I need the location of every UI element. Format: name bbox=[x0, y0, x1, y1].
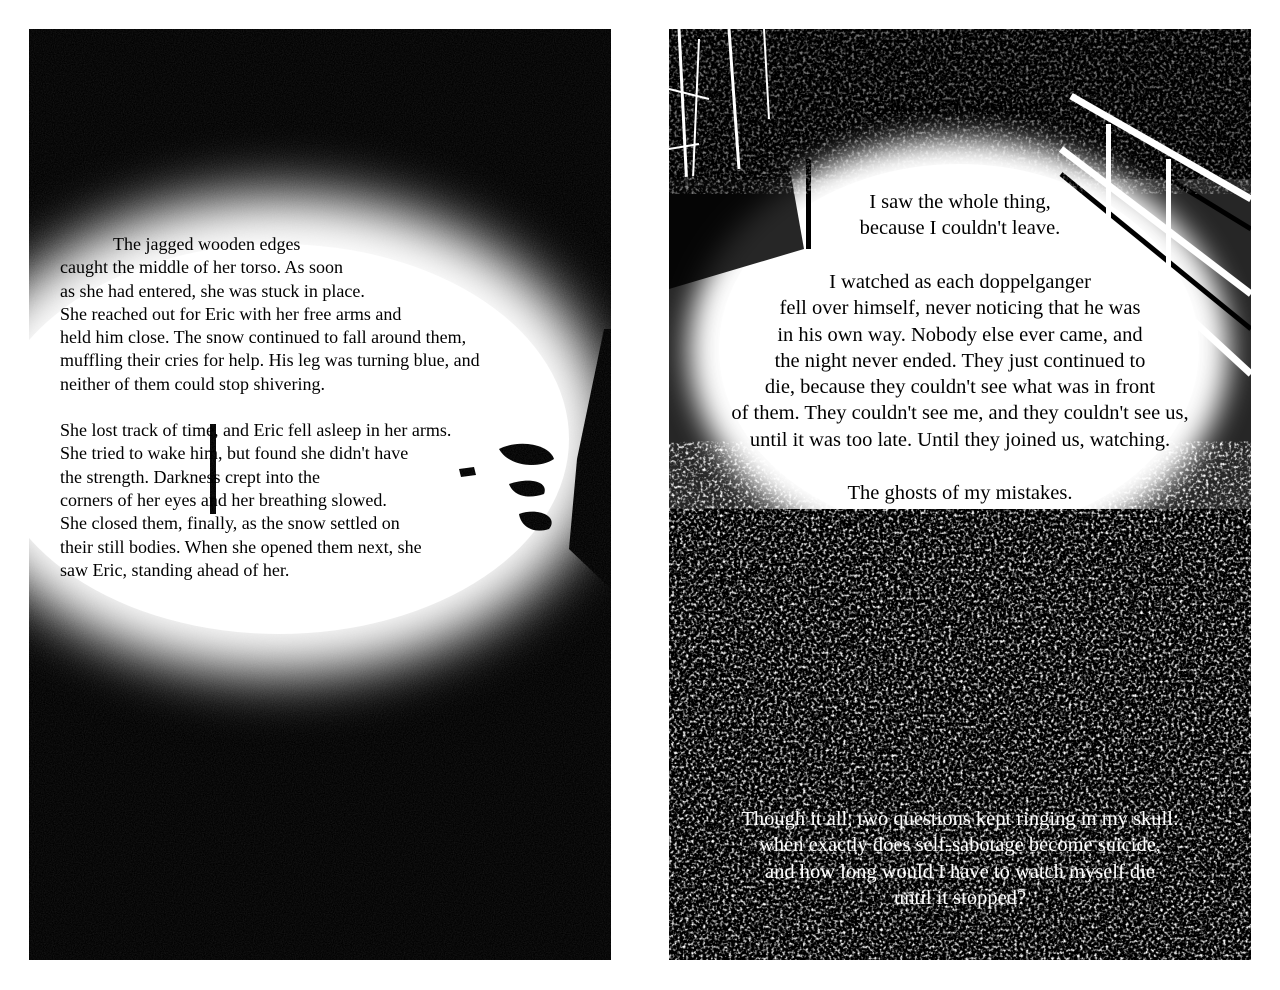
story-line: until it stopped? bbox=[893, 886, 1027, 909]
story-line: caught the middle of her torso. As soon bbox=[60, 257, 343, 278]
story-line: when exactly does self-sabotage become suicide, bbox=[759, 834, 1161, 857]
story-line: She closed them, finally, as the snow settled on bbox=[60, 513, 400, 534]
story-line: the strength. Darkness crept into the bbox=[60, 466, 320, 487]
story-line: muffling their cries for help. His leg was turning blue, and bbox=[60, 350, 480, 371]
story-line: die, because they couldn't see what was in front bbox=[764, 376, 1156, 399]
story-line: and how long would I have to watch myself die bbox=[765, 860, 1155, 883]
story-text-left bbox=[60, 233, 560, 582]
story-line: The jagged wooden edges bbox=[113, 234, 301, 254]
right-page bbox=[669, 29, 1251, 960]
story-line: until it was too late. Until they joined us, watching. bbox=[749, 428, 1171, 451]
story-line: saw Eric, standing ahead of her. bbox=[60, 559, 290, 580]
left-page bbox=[29, 29, 611, 960]
story-line: fell over himself, never noticing that he was bbox=[779, 297, 1141, 320]
intro-text bbox=[669, 95, 1251, 121]
story-line: the night never ended. They just continued to bbox=[774, 349, 1146, 372]
story-line: I saw the whole thing, bbox=[869, 191, 1051, 213]
story-line: She lost track of time, and Eric fell asleep in her arms. bbox=[60, 420, 452, 441]
story-line: I watched as each doppelganger bbox=[829, 271, 1091, 293]
story-line: because I couldn't leave. bbox=[859, 217, 1061, 240]
story-line: as she had entered, she was stuck in place. bbox=[60, 280, 365, 301]
story-line: She tried to wake him, but found she didn't have bbox=[60, 443, 409, 464]
watched-text bbox=[669, 269, 1251, 453]
story-line: in his own way. Nobody else ever came, and bbox=[777, 323, 1143, 346]
saw-text bbox=[669, 189, 1251, 242]
story-line: corners of her eyes and her breathing slowed. bbox=[60, 489, 387, 510]
story-line: The ghosts of my mistakes. bbox=[847, 482, 1073, 504]
ghosts-text bbox=[669, 480, 1251, 506]
story-line: neither of them could stop shivering. bbox=[60, 373, 325, 394]
story-line: held him close. The snow continued to fall around them, bbox=[60, 327, 467, 348]
story-line: Trust me, I was there. bbox=[870, 97, 1050, 119]
story-line: of them. They couldn't see me, and they couldn't see us, bbox=[731, 402, 1189, 425]
story-line: their still bodies. When she opened them next, she bbox=[60, 536, 422, 557]
story-line: She reached out for Eric with her free arms and bbox=[60, 303, 402, 324]
paragraph-break bbox=[60, 396, 560, 419]
questions-text bbox=[669, 806, 1251, 911]
story-line: Though it all, two questions kept ringing in my skull: bbox=[741, 808, 1179, 830]
